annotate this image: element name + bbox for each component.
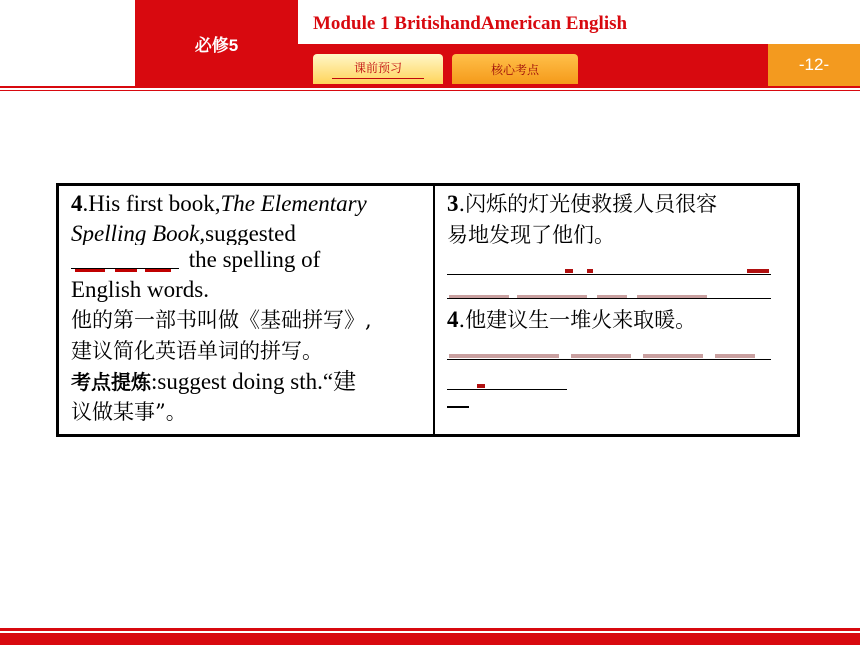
sentence-line-3	[71, 245, 425, 275]
q3-line-1	[447, 189, 789, 220]
book-label: 必修5	[135, 0, 298, 86]
header-divider	[0, 86, 860, 88]
sentence-text: ,suggested	[199, 221, 296, 245]
question-table	[56, 183, 800, 437]
q3-line-2: 易地发现了他们。	[447, 223, 615, 247]
q3-answer-blank-2[interactable]	[447, 281, 771, 305]
page-number: -12-	[768, 44, 860, 86]
tab-preview[interactable]	[313, 54, 443, 84]
q4-answer-blank-2[interactable]	[447, 366, 567, 396]
key-point	[71, 367, 425, 397]
key-point-line-2: 议做某事”。	[71, 400, 187, 424]
sentence-line-1	[71, 189, 425, 219]
tab-preview-label: 课前预习	[332, 59, 424, 79]
footer-bar	[0, 633, 860, 645]
translation-line-1: 他的第一部书叫做《基础拼写》,	[71, 308, 372, 332]
q3-answer-blank-1[interactable]	[447, 251, 771, 281]
sentence-text: the spelling of	[183, 247, 321, 272]
answer-blank[interactable]	[71, 245, 183, 275]
tab-core-points-label: 核心考点	[490, 62, 539, 77]
q4-text: .他建议生一堆火来取暖。	[458, 308, 697, 332]
book-title-part: Spelling Book	[71, 221, 200, 245]
key-point-text: :suggest doing sth.“建	[151, 369, 357, 394]
q4-answer-dash	[447, 396, 789, 410]
right-cell	[435, 186, 797, 434]
sentence-line-2	[71, 219, 425, 245]
header-left-blank	[0, 0, 135, 86]
key-point-label: 考点提炼	[71, 370, 151, 394]
q3-text: .闪烁的灯光使救援人员很容	[458, 192, 718, 216]
hidden-answer-trace	[71, 266, 183, 272]
translation-line-2: 建议简化英语单词的拼写。	[71, 339, 323, 363]
book-title-part: The Elementary	[220, 191, 367, 216]
left-cell	[59, 186, 435, 434]
q4-number: 4	[447, 307, 459, 332]
tab-core-points[interactable]	[452, 54, 578, 84]
sentence-text: .His first book,	[82, 191, 221, 216]
q3-number: 3	[447, 191, 459, 216]
sentence-line-4: English words.	[71, 277, 209, 302]
item-number: 4	[71, 191, 83, 216]
module-title: Module 1 BritishandAmerican English	[313, 13, 628, 34]
q4-answer-blank-1[interactable]	[447, 336, 771, 366]
q4-line	[447, 305, 789, 336]
header-divider-thin	[0, 90, 860, 91]
footer-line	[0, 628, 860, 631]
